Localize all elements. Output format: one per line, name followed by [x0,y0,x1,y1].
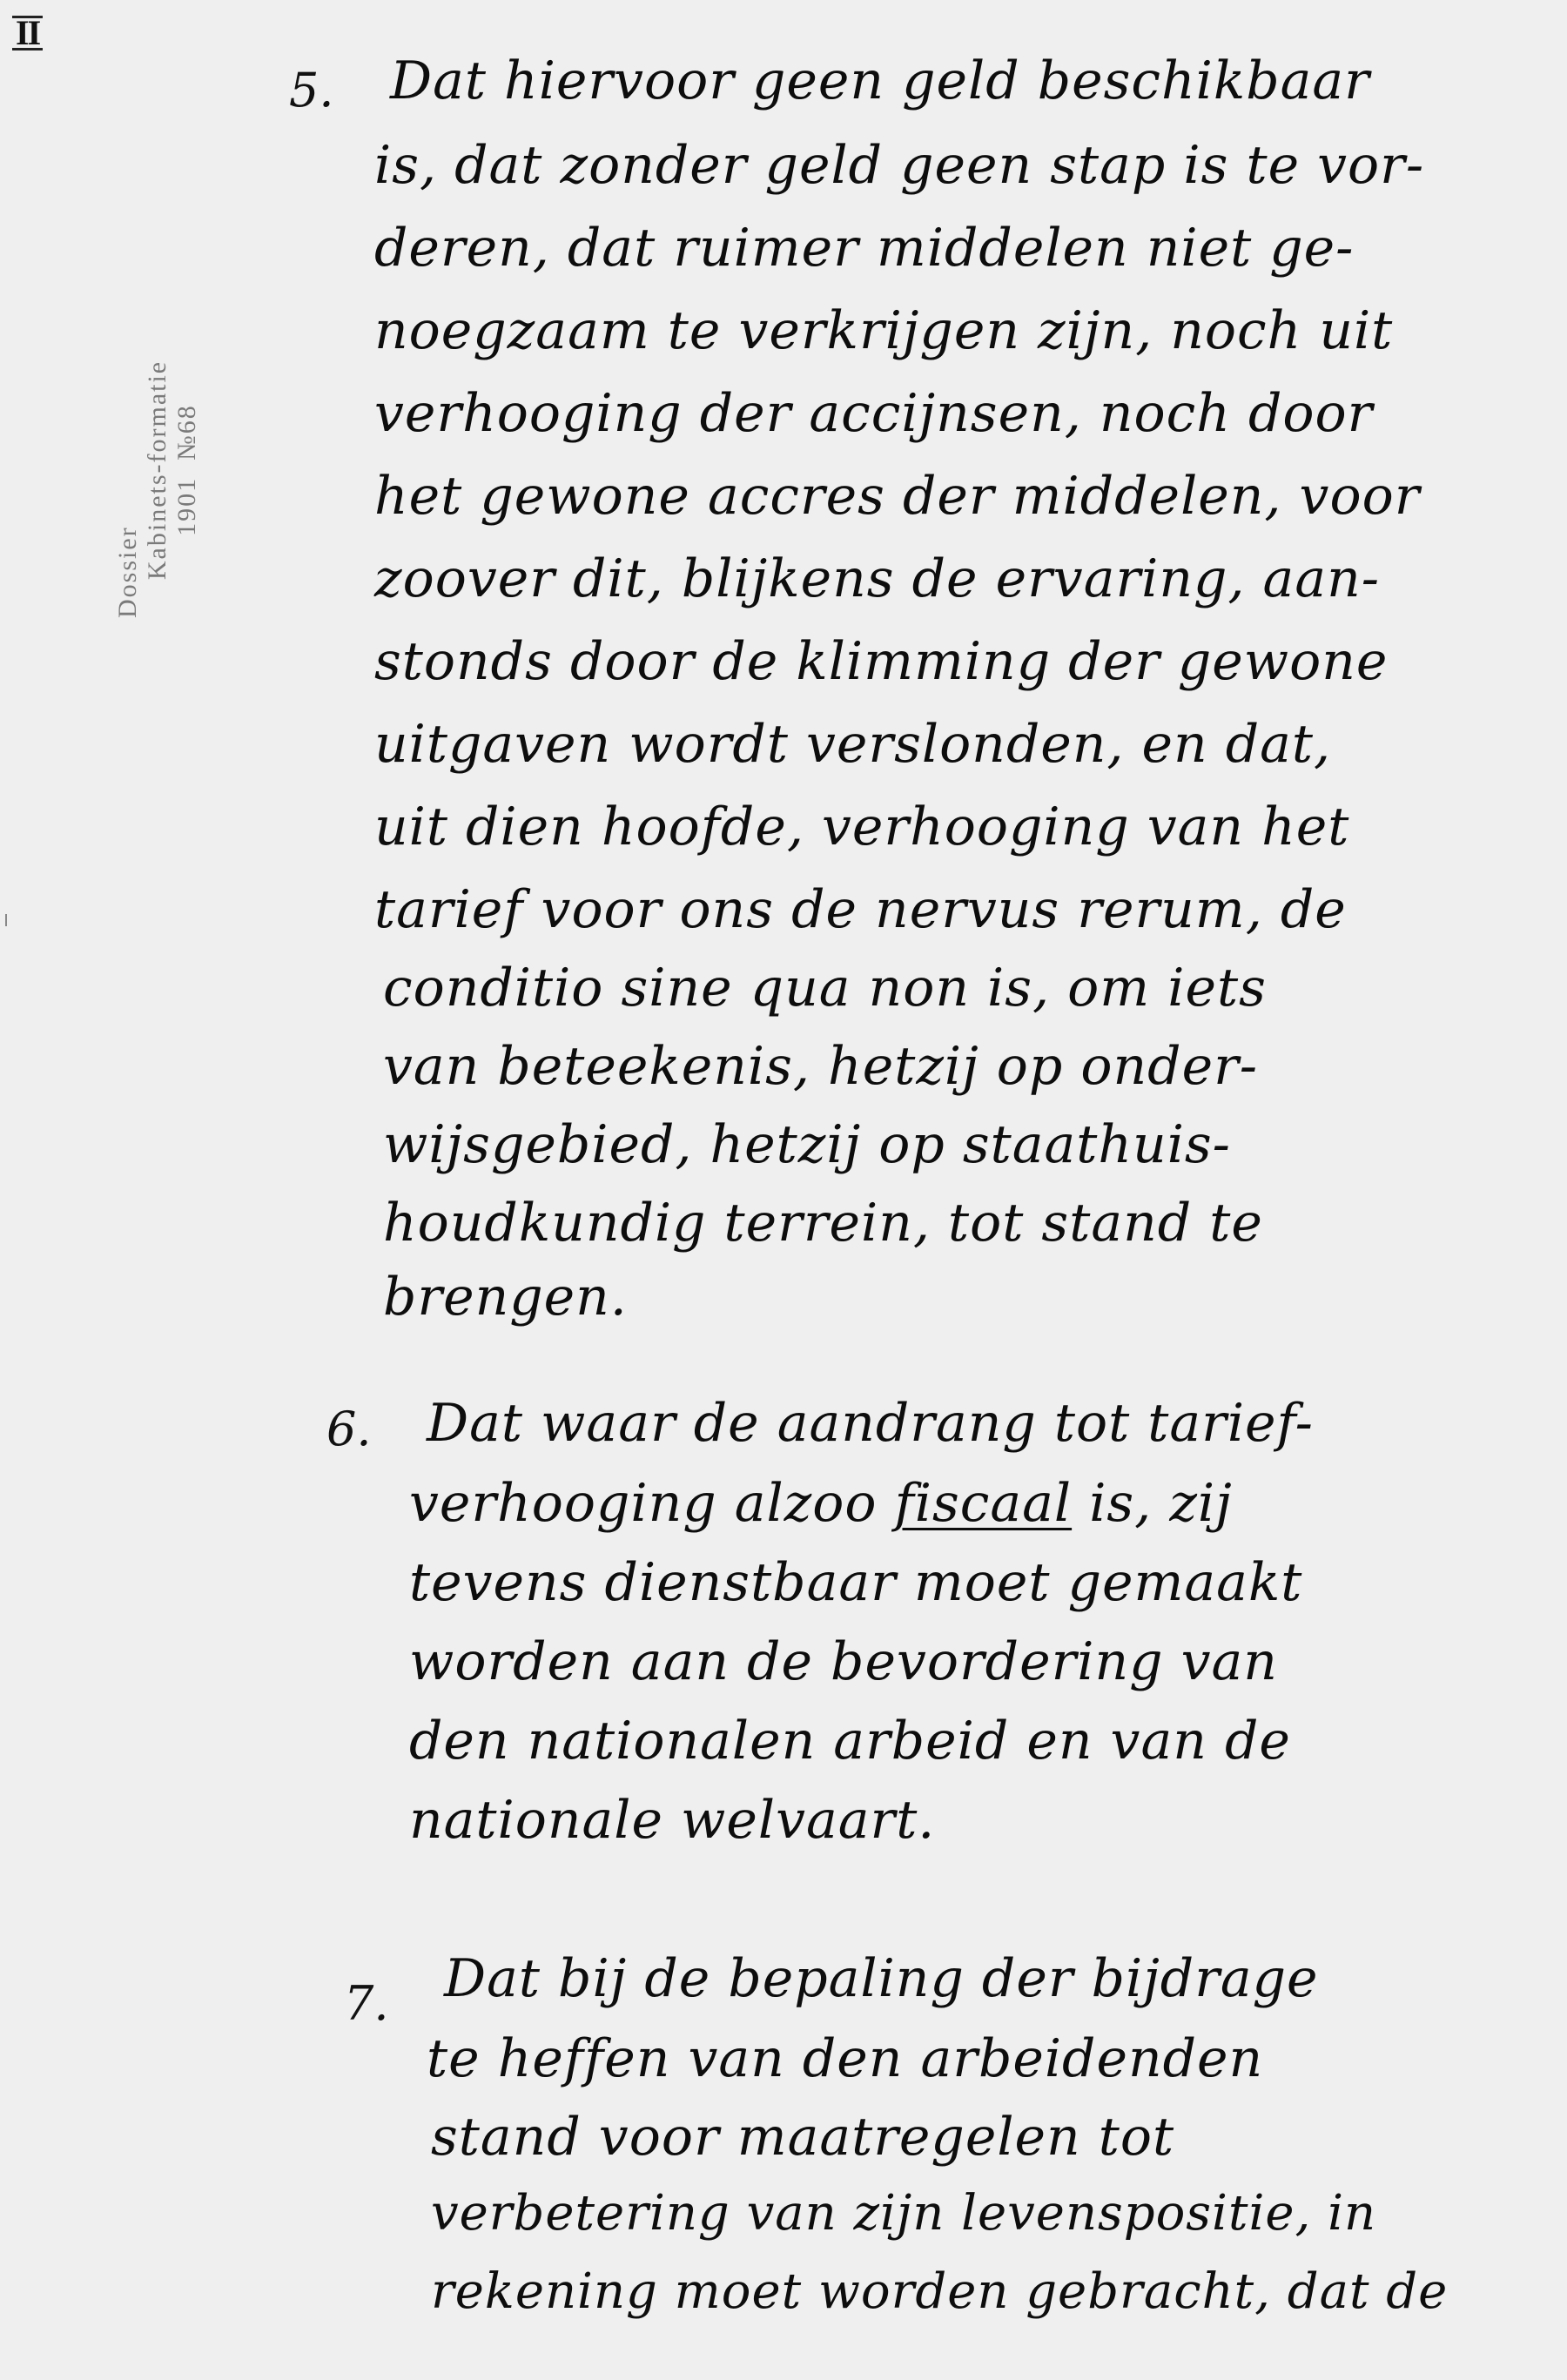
item-line: Dat bij de bepaling der bijdrage [444,1948,1319,2009]
item-line: uit dien hoofde, verhooging van het [374,797,1350,857]
item-line: Dat waar de aandrang tot tarief- [427,1393,1314,1454]
item-line-before-fiscaal: verhooging alzoo [409,1473,895,1534]
item-line: tarief voor ons de nervus rerum, de [374,879,1347,940]
item-line: is, dat zonder geld geen stap is te vor- [374,135,1425,196]
item-number: 5. [289,63,334,118]
item-line [409,1473,1233,1534]
item-line: brengen. [383,1267,628,1328]
item-line: zoover dit, blijkens de ervaring, aan- [374,548,1381,609]
item-line: stonds door de klimming der gewone [374,631,1389,692]
item-line: te heffen van den arbeidenden [427,2028,1264,2089]
item-line: verbetering van zijn levenspositie, in [431,2185,1377,2242]
item-line: worden aan de bevordering van [409,1631,1278,1692]
item-line: Dat hiervoor geen geld beschikbaar [390,50,1370,111]
item-line: nationale welvaart. [409,1790,936,1851]
underlined-word: fiscaal [894,1473,1073,1534]
item-line: het gewone accres der middelen, voor [374,466,1421,527]
item-line: conditio sine qua non is, om iets [383,958,1267,1019]
item-line: wijsgebied, hetzij op staathuis- [383,1114,1231,1175]
page-number: II [12,16,43,50]
item-line: verhooging der accijnsen, noch door [374,383,1374,444]
item-line: noegzaam te verkrijgen zijn, noch uit [374,300,1394,361]
stamp-number: №68 [172,404,201,461]
item-line: tevens dienstbaar moet gemaakt [409,1552,1303,1613]
item-number: 6. [326,1402,372,1456]
item-line: den nationalen arbeid en van de [409,1711,1291,1772]
archive-stamp [0,360,357,618]
item-line: rekening moet worden gebracht, dat de [431,2263,1449,2320]
item-line-after-fiscaal: is, zij [1072,1473,1233,1534]
stamp-year [172,287,202,653]
stamp-kabinets-formatie: Kabinets-formatie [143,360,171,581]
item-line: van beteekenis, hetzij op onder- [383,1036,1259,1097]
item-line: uitgaven wordt verslonden, en dat, [374,714,1332,775]
item-line: stand voor maatregelen tot [431,2107,1175,2168]
item-line: houdkundig terrein, tot stand te [383,1193,1263,1254]
item-line: deren, dat ruimer middelen niet ge- [374,218,1355,279]
stamp-dossier: Dossier [113,526,142,618]
stamp-year-value: 1901 [172,476,201,536]
item-number: 7. [344,1976,389,2031]
margin-mark [5,914,7,926]
